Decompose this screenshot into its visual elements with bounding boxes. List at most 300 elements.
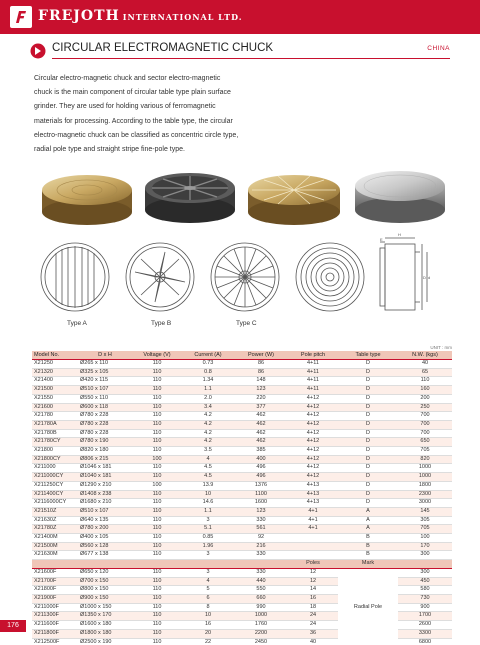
table-cell: 110 [132,638,182,645]
table-cell: Ø560 x 128 [78,542,132,551]
table-cell: D [338,447,398,456]
table-cell: 110 [132,551,182,560]
table-cell: 110 [132,577,182,586]
table-cell: 462 [234,438,288,447]
table-cell-empty [398,560,452,569]
table-cell: X211000F [32,603,78,612]
table-cell: X21550 [32,394,78,403]
description-line: materials for processing. According to the table type, the circular [34,117,233,125]
table-cell: 110 [132,420,182,429]
table-cell: A [338,525,398,534]
table-cell: 10 [182,612,234,621]
table-cell: 16 [288,594,338,603]
table-cell: Ø1046 x 181 [78,464,132,473]
table-cell: Ø420 x 115 [78,377,132,386]
table-row [32,534,452,543]
table-cell: 250 [398,403,452,412]
table-cell: Ø640 x 135 [78,516,132,525]
table-row [32,568,452,577]
table-cell: 4+12 [288,420,338,429]
table-cell: Ø800 x 150 [78,586,132,595]
table-cell: 3 [182,516,234,525]
table-cell: Ø780 x 190 [78,438,132,447]
table-cell: 110 [132,403,182,412]
table-cell: 65 [398,368,452,377]
table-cell: 4+13 [288,499,338,508]
table-cell: 330 [234,551,288,560]
table-cell: 110 [132,568,182,577]
table-cell: B [338,542,398,551]
table-cell: 377 [234,403,288,412]
table-row [32,481,452,490]
type-a-label: Type A [67,320,87,327]
table-cell-empty [78,560,132,569]
table-cell: 123 [234,507,288,516]
table-cell: 1376 [234,481,288,490]
col-current: Current (A) [182,351,234,360]
description-line: Circular electro-magnetic chuck and sector electro-magnetic [34,75,221,82]
table-cell: Ø780 x 200 [78,525,132,534]
table-cell: 0.8 [182,368,234,377]
diagram-side-view [380,238,427,310]
table-row [32,516,452,525]
table-cell-empty [132,560,182,569]
table-cell: 1700 [398,612,452,621]
table-cell: 730 [398,594,452,603]
table-cell: D [338,438,398,447]
table-cell: 110 [132,586,182,595]
table-cell: D [338,455,398,464]
table-cell: D [338,377,398,386]
table-cell: 4.2 [182,420,234,429]
col-poles: Poles [288,560,338,569]
table-cell: 5.1 [182,525,234,534]
table-cell: D [338,490,398,499]
photo-chuck-silver [355,171,445,223]
table-cell: 1000 [398,464,452,473]
brand-logo [10,6,32,28]
type-c-label: Type C [236,320,257,327]
table-cell: 1000 [398,473,452,482]
table-cell: Ø900 x 150 [78,594,132,603]
table-cell: 700 [398,429,452,438]
table-cell: 0.85 [182,534,234,543]
table-cell: 110 [132,542,182,551]
table-cell: Ø1600 x 180 [78,621,132,630]
table-cell: 3000 [398,499,452,508]
table-cell: 385 [234,447,288,456]
table-cell: 330 [234,568,288,577]
spec-table [32,351,452,645]
table-cell: Ø2500 x 190 [78,638,132,645]
table-cell: 6800 [398,638,452,645]
table-cell: X21780B [32,429,78,438]
product-photos [30,160,450,230]
col-mark: Mark [338,560,398,569]
table-cell: 1800 [398,481,452,490]
table-cell: 4.2 [182,412,234,421]
table-cell: 110 [132,368,182,377]
table-cell: D [338,481,398,490]
table-cell: 110 [132,394,182,403]
table-cell: 450 [398,577,452,586]
table-cell: Ø780 x 228 [78,429,132,438]
table-cell: X21630Z [32,516,78,525]
table-cell: 36 [288,629,338,638]
table-cell: 4+11 [288,377,338,386]
table-cell: 123 [234,386,288,395]
table-cell: X2116000CY [32,499,78,508]
table-cell: D [338,360,398,369]
table-cell: X211250CY [32,481,78,490]
table-cell: 462 [234,429,288,438]
diagram-type-a [41,243,109,311]
table-cell: 14 [288,586,338,595]
table-cell: 4+12 [288,438,338,447]
table-row [32,447,452,456]
table-row [32,368,452,377]
table-cell: 110 [132,507,182,516]
table-cell: 4.5 [182,473,234,482]
table-cell: 2600 [398,621,452,630]
table-cell: X21800CY [32,455,78,464]
table-cell: 100 [398,534,452,543]
table-cell: X21800 [32,447,78,456]
table-cell: Ø510 x 107 [78,386,132,395]
table-cell: X211000CY [32,473,78,482]
table-cell: A [338,507,398,516]
table-cell: 705 [398,525,452,534]
table-cell: 110 [132,386,182,395]
table-cell: 2200 [234,629,288,638]
table-cell: 1.1 [182,386,234,395]
table-cell: 110 [132,594,182,603]
page-number: 176 [0,620,26,632]
table-row [32,551,452,560]
table-cell: 12 [288,577,338,586]
table-cell: 650 [398,438,452,447]
table-row [32,386,452,395]
table-cell: Ø400 x 105 [78,534,132,543]
table-cell: 160 [398,386,452,395]
diagram-type-b [126,243,194,311]
table-cell: 4+11 [288,386,338,395]
table-cell: D [338,420,398,429]
table-cell: 660 [234,594,288,603]
unit-label: UNIT : mm [430,345,452,350]
table-cell: 4.2 [182,438,234,447]
table-cell: Ø1680 x 210 [78,499,132,508]
table-cell: 330 [234,516,288,525]
table-cell: X21780 [32,412,78,421]
table-cell: 580 [398,586,452,595]
table-cell: X21510Z [32,507,78,516]
table-cell: X212500F [32,638,78,645]
table-cell: 496 [234,464,288,473]
table-cell: X21600 [32,403,78,412]
table-cell: 13.9 [182,481,234,490]
section-title [30,40,450,62]
table-cell: X21400 [32,377,78,386]
radial-pole-mark: Radial Pole [338,568,398,645]
table-cell: Ø1800 x 180 [78,629,132,638]
table-cell: B [338,551,398,560]
table-cell: 4+11 [288,360,338,369]
col-dimensions: D x H [78,351,132,360]
table-cell: 100 [132,455,182,464]
table-cell: 4+12 [288,429,338,438]
table-cell: 148 [234,377,288,386]
col-table-type: Table type [338,351,398,360]
table-cell [288,534,338,543]
col-power: Power (W) [234,351,288,360]
table-row [32,429,452,438]
description-line: electro-magnetic chuck can be classified as concentric circle type, [34,131,239,139]
table-cell: 6 [182,594,234,603]
table-cell: 2450 [234,638,288,645]
table-cell: X211800F [32,629,78,638]
table-cell: 110 [132,629,182,638]
table-cell: 4.2 [182,429,234,438]
table-cell: Ø780 x 228 [78,420,132,429]
table-cell: 1760 [234,621,288,630]
table-cell: 92 [234,534,288,543]
table-cell: 1100 [234,490,288,499]
page-title: CIRCULAR ELECTROMAGNETIC CHUCK [52,42,274,54]
table-cell: 22 [182,638,234,645]
table-cell: X21800F [32,586,78,595]
col-net-weight: N.W. (kgs) [398,351,452,360]
table-cell: X21320 [32,368,78,377]
table-row [32,455,452,464]
table-cell: 700 [398,420,452,429]
origin-tag: CHINA [427,45,450,52]
table-cell: D [338,429,398,438]
table-cell: Ø1000 x 150 [78,603,132,612]
table-cell: 110 [132,603,182,612]
table-cell: 3 [182,551,234,560]
table-cell: 4+12 [288,394,338,403]
table-cell-empty [182,560,234,569]
table-cell: 400 [234,455,288,464]
table-cell: 2.0 [182,394,234,403]
table-row [32,438,452,447]
dim-label-d-inner: d [428,275,431,280]
table-row [32,360,452,369]
table-cell: 24 [288,612,338,621]
dim-label-h: H [398,232,401,237]
table-cell: A [338,516,398,525]
diagram-concentric [296,243,364,311]
table-cell: X21250 [32,360,78,369]
photo-chuck-type-c [248,175,340,225]
table-cell: 462 [234,412,288,421]
table-cell: 8 [182,603,234,612]
table-cell: 561 [234,525,288,534]
table-cell: Ø677 x 138 [78,551,132,560]
table-cell: Ø1290 x 210 [78,481,132,490]
table-cell: 3 [182,568,234,577]
photo-chuck-type-a [42,175,132,225]
table-cell: 24 [288,621,338,630]
table-cell: 110 [132,377,182,386]
table-cell: Ø510 x 107 [78,507,132,516]
table-cell: 14.6 [182,499,234,508]
table-cell [288,551,338,560]
table-row [32,394,452,403]
table-cell: 216 [234,542,288,551]
description-line: radial pole type and straight stripe fine-pole type. [34,146,185,154]
table-cell: X21500M [32,542,78,551]
table-cell: 4+12 [288,447,338,456]
table-cell: 550 [234,586,288,595]
table-cell: 4+1 [288,507,338,516]
table-cell [288,542,338,551]
table-cell: 12 [288,568,338,577]
header-band [0,0,480,34]
table-cell: D [338,473,398,482]
table-row [32,507,452,516]
table-cell: 4+12 [288,455,338,464]
table-cell: 110 [132,612,182,621]
table-cell: 1.34 [182,377,234,386]
table-cell: D [338,499,398,508]
table-cell: X21600F [32,568,78,577]
table-cell: D [338,386,398,395]
table-cell: 110 [132,438,182,447]
table-cell: Ø700 x 150 [78,577,132,586]
table-cell: 300 [398,551,452,560]
table-cell: 4+13 [288,490,338,499]
photo-chuck-type-b [145,173,235,223]
table-cell: Ø1408 x 238 [78,490,132,499]
table-cell: 4+1 [288,525,338,534]
table-cell: 145 [398,507,452,516]
brand-name: FREJOTH INTERNATIONAL LTD. [38,8,243,24]
table-cell: 110 [132,525,182,534]
type-b-label: Type B [151,320,172,327]
col-model: Model No. [32,351,78,360]
table-cell: 1.1 [182,507,234,516]
diagram-type-c [211,243,279,311]
table-cell: 1600 [234,499,288,508]
table-cell: B [338,534,398,543]
table-cell: 4+12 [288,464,338,473]
table-cell: 110 [132,490,182,499]
table-cell: 110 [132,464,182,473]
table-cell: 18 [288,603,338,612]
dim-label-e: E [380,237,383,242]
title-underline [52,58,450,59]
table-cell: 10 [182,490,234,499]
table-row [32,542,452,551]
description-line: chuck is the main component of circular table type plain surface [34,89,231,97]
table-cell: 990 [234,603,288,612]
table-cell: 16 [182,621,234,630]
table-cell: X21400M [32,534,78,543]
table-cell: 110 [132,412,182,421]
table-cell: X21780A [32,420,78,429]
description-line: grinder. They are used for holding various of ferromagnetic [34,103,216,111]
table-cell: 110 [132,429,182,438]
table-cell: X21630M [32,551,78,560]
table-cell: X211600F [32,621,78,630]
arrow-icon [30,43,46,59]
table-cell: 100 [132,481,182,490]
table-cell: 705 [398,447,452,456]
table-cell: 200 [398,394,452,403]
table-cell: X21780Z [32,525,78,534]
table-cell: Ø820 x 180 [78,447,132,456]
table-cell: 110 [132,473,182,482]
table-cell: Ø265 x 110 [78,360,132,369]
table-cell: Ø1040 x 181 [78,473,132,482]
table-cell: D [338,403,398,412]
table-row [32,464,452,473]
technical-diagrams [40,232,460,330]
table-cell: 4 [182,455,234,464]
table-cell: 110 [132,499,182,508]
table-cell: 700 [398,412,452,421]
table-cell: Ø550 x 110 [78,394,132,403]
table-cell: X211300F [32,612,78,621]
table-cell: 4+12 [288,403,338,412]
table-cell: X21700F [32,577,78,586]
table-cell: 3.4 [182,403,234,412]
table-cell: Ø325 x 105 [78,368,132,377]
table-cell: 40 [398,360,452,369]
table-cell: 110 [132,534,182,543]
table-cell: X21900F [32,594,78,603]
table-cell: Ø650 x 120 [78,568,132,577]
table-row [32,403,452,412]
table-row [32,525,452,534]
table-cell: 4+1 [288,516,338,525]
col-voltage: Voltage (V) [132,351,182,360]
table-cell: 110 [132,516,182,525]
table-cell: Ø600 x 118 [78,403,132,412]
product-description [34,72,274,157]
table-row [32,490,452,499]
table-cell: 1.96 [182,542,234,551]
table-cell: 20 [182,629,234,638]
table-cell: 110 [132,360,182,369]
table-row [32,473,452,482]
table-cell: 4+12 [288,412,338,421]
col-pole-pitch: Pole pitch [288,351,338,360]
table-cell: 110 [132,447,182,456]
table-cell: D [338,394,398,403]
table-header-row [32,351,452,360]
table-cell: X211000 [32,464,78,473]
table-cell-empty [234,560,288,569]
table-cell: 300 [398,568,452,577]
table-cell: 40 [288,638,338,645]
table-cell: 4+12 [288,473,338,482]
table-cell: 3300 [398,629,452,638]
table-cell: Ø1350 x 170 [78,612,132,621]
table-cell: 170 [398,542,452,551]
dim-label-d-outer: D [423,275,426,280]
table-cell: 3.5 [182,447,234,456]
table-subheader-row [32,560,452,569]
table-cell: 462 [234,420,288,429]
table-cell: D [338,368,398,377]
table-cell: D [338,464,398,473]
table-cell: 440 [234,577,288,586]
table-cell: X21500 [32,386,78,395]
table-row [32,377,452,386]
